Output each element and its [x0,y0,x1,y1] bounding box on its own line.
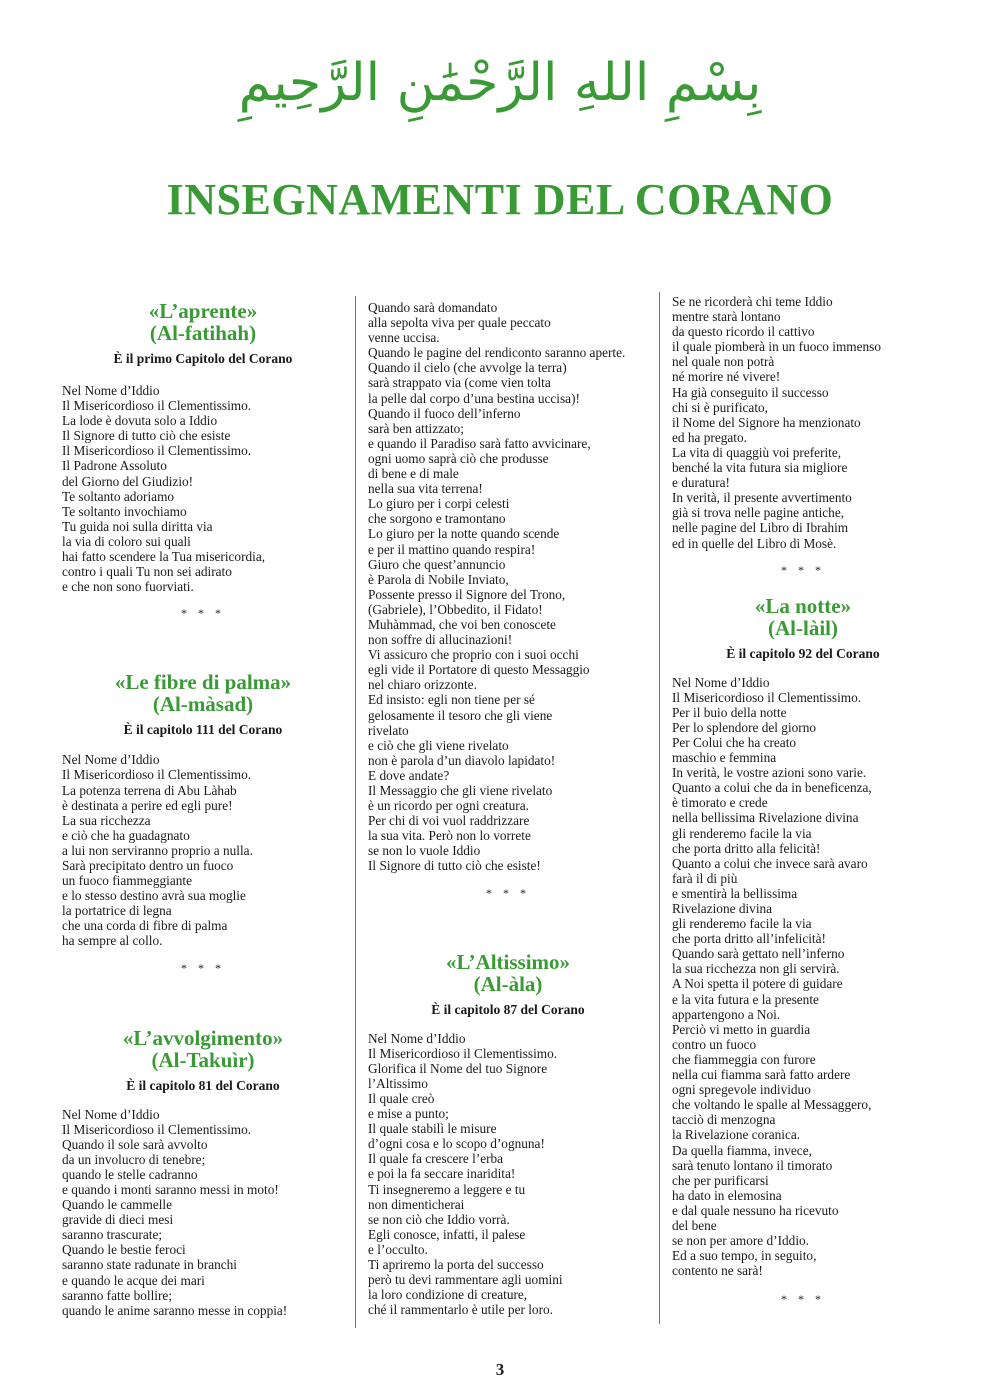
verse-line: Se ne ricorderà chi teme Iddio [672,294,833,309]
verse-line: Quando le pagine del rendiconto saranno aperte. [368,345,626,361]
verse-line: e smentirà la bellissima [672,885,798,901]
verse-line: Da quella fiamma, invece, [672,1142,812,1158]
verse-list-ala-continued [672,294,934,551]
verse-line: nella bellissima Rivelazione divina [672,810,859,826]
verse-line: egli vide il Portatore di questo Messaggio [368,662,590,678]
verse-line: un fuoco fiammeggiante [62,873,192,889]
verse-line: Quando le cammelle [62,1197,173,1213]
verse-line: Il Padrone Assoluto [62,458,167,474]
verse-line: nel chiaro orizzonte. [368,677,477,693]
verse-line: la pelle dal corpo d’una bestina uccisa)! [368,390,580,406]
verse-line: Egli conosce, infatti, il palese [368,1226,526,1242]
verse-line: Per lo splendore del giorno [672,719,817,735]
verse-line: già si trova nelle pagine antiche, [672,505,845,521]
verse-line: Tu guida noi sulla diritta via [62,518,213,534]
verse-line: Il quale fa crescere l’erba [368,1151,504,1167]
verse-list-takuir-continued [368,300,648,874]
verse-line: la Rivelazione coranica. [672,1127,801,1143]
verse-line: Nel Nome d’Iddio [62,752,160,768]
verse-line: Per il buio della notte [672,704,787,720]
verse-line: d’ogni cosa e lo scopo d’ognuna! [368,1136,545,1152]
verse-line: né morire né vivere! [672,369,781,385]
verse-line: appartengono a Noi. [672,1006,781,1022]
column-divider-right [659,292,660,1324]
verse-line: chi si è purificato, [672,399,768,415]
verse-line: A Noi spetta il potere di guidare [672,976,843,992]
verse-line: sarà strappato via (come vien tolta [368,375,551,391]
verse-line: saranno fatte bollire; [62,1287,173,1303]
verse-line: Ha già conseguito il successo [672,384,829,400]
verse-line: da questo ricordo il cattivo [672,324,815,340]
column-1 [62,300,344,1318]
verse-line: Te soltanto invochiamo [62,503,187,519]
verse-line: maschio e femmina [672,750,777,766]
verse-line: la via di coloro sui quali [62,533,191,549]
verse-line: Muhàmmad, che voi ben conoscete [368,616,556,632]
verse-line: E dove andate? [368,767,450,783]
verse-line: Per chi di voi vuol raddrizzare [368,813,530,829]
column-divider-left [355,296,356,1328]
section-takuir [62,1027,344,1318]
verse-line: la sua vita. Però non lo vorrete [368,828,531,844]
verse-line: Il Misericordioso il Clementissimo. [62,398,252,414]
verse-line: la sua ricchezza non gli servirà. [672,961,840,977]
verse-line: e poi la fa seccare inaridita! [368,1166,516,1182]
verse-line: Nel Nome d’Iddio [672,674,770,690]
chapter-note: È il capitolo 81 del Corano [126,1077,280,1093]
verse-line: nelle pagine del Libro di Ibrahim [672,520,849,536]
verse-line: hai fatto scendere la Tua misericordia, [62,549,266,565]
verse-line: se non per amore d’Iddio. [672,1233,809,1249]
verse-line: se non ciò che Iddio vorrà. [368,1211,510,1227]
section-separator: * * * [781,562,825,577]
verse-line: ed in quelle del Libro di Mosè. [672,535,837,551]
verse-line: Quando sarà domandato [368,300,498,315]
verse-list [62,752,344,948]
verse-line: Nel Nome d’Iddio [62,383,160,398]
verse-line: Perciò vi metto in guardia [672,1021,811,1037]
column-2 [368,300,648,1317]
verse-line: Il quale stabilì le misure [368,1121,497,1137]
verse-line: e mise a punto; [368,1106,449,1122]
verse-line: farà il di più [672,870,738,886]
verse-line: ogni uomo saprà ciò che produsse [368,450,549,466]
verse-line: Glorifica il Nome del tuo Signore [368,1060,548,1076]
verse-line: Rivelazione divina [672,901,773,916]
section-subtitle: (Al-àla) [473,971,543,996]
section-subtitle: (Al-làil) [768,615,838,640]
verse-line: e quando i monti saranno messi in moto! [62,1182,279,1197]
verse-line: e lo stesso destino avrà sua moglie [62,888,246,904]
verse-line: il Nome del Signore ha menzionato [672,414,861,430]
verse-line: del bene [672,1217,717,1233]
verse-line: venne uccisa. [368,330,440,346]
verse-line: e ciò che ha guadagnato [62,827,190,843]
verse-line: Il quale creò [368,1090,435,1106]
verse-line: saranno state radunate in branchi [62,1257,238,1273]
verse-line: contro i quali Tu non sei adirato [62,564,232,580]
verse-line: non è parola d’un diavolo lapidato! [368,752,556,768]
verse-line: quando le stelle cadranno [62,1166,198,1182]
section-title: «L’aprente» [148,299,258,323]
verse-line: e ciò che gli viene rivelato [368,737,509,753]
verse-line: contento ne sarà! [672,1263,763,1279]
chapter-note: È il capitolo 87 del Corano [431,1001,585,1017]
verse-line: saranno trascurate; [62,1227,163,1243]
verse-line: che fiammeggia con furore [672,1051,816,1067]
verse-line: Possente presso il Signore del Trono, [368,586,566,602]
verse-line: che porta dritto alla felicità! [672,840,821,856]
verse-line: e duratura! [672,475,730,491]
verse-line: Quando le bestie feroci [62,1242,186,1258]
verse-line: che per purificarsi [672,1172,769,1188]
verse-line: In verità, il presente avvertimento [672,490,852,506]
verse-line: e quando il Paradiso sarà fatto avvicinare, [368,435,591,451]
verse-line: Quando il sole sarà avvolto [62,1136,208,1152]
verse-line: Nel Nome d’Iddio [368,1030,466,1046]
verse-line: In verità, le vostre azioni sono varie. [672,765,867,781]
verse-line: alla sepolta viva per quale peccato [368,315,551,331]
verse-line: Il Misericordioso il Clementissimo. [368,1045,558,1061]
verse-line: Te soltanto adoriamo [62,488,175,504]
chapter-note: È il capitolo 111 del Corano [123,722,283,738]
verse-line: e la vita futura e la presente [672,991,819,1007]
verse-line: e dal quale nessuno ha ricevuto [672,1202,839,1218]
verse-line: del Giorno del Giudizio! [62,473,194,489]
section-subtitle: (Al-fatihah) [149,321,257,345]
section-masad [62,671,344,974]
verse-line: Il Misericordioso il Clementissimo. [672,689,862,705]
verse-line: Lo giuro per i corpi celesti [368,496,510,512]
page-number: 3 [495,1360,505,1379]
verse-line: a lui non serviranno proprio a nulla. [62,842,253,858]
verse-line: e quando le acque dei mari [62,1272,205,1288]
verse-line: Il Messaggio che gli viene rivelato [368,783,553,798]
verse-line: Sarà precipitato dentro un fuoco [62,857,234,873]
verse-line: Quando il fuoco dell’inferno [368,405,521,421]
verse-line: non soffre di allucinazioni! [368,632,513,648]
verse-line: Ed a suo tempo, in seguito, [672,1248,817,1264]
verse-line: però tu devi rammentare agli uomini [368,1272,563,1288]
section-subtitle: (Al-Takuìr) [151,1047,255,1072]
verse-list [368,1031,648,1318]
verse-line: ogni spregevole individuo [672,1082,811,1098]
verse-line: Il Signore di tutto ciò che esiste [62,428,231,444]
verse-line: sarà tenuto lontano il timorato [672,1157,833,1173]
verse-line: che porta dritto all’infelicità! [672,931,826,947]
verse-line: gelosamente il tesoro che gli viene [368,707,553,723]
verse-line: La vita di quaggiù voi preferite, [672,444,842,460]
verse-line: La potenza terrena di Abu Làhab [62,782,237,798]
chapter-note: È il capitolo 92 del Corano [726,645,880,661]
verse-list [62,1107,344,1318]
verse-line: è un ricordo per ogni creatura. [368,798,529,814]
verse-line: il quale piomberà in un fuoco immenso [672,339,882,355]
verse-line: Quando sarà gettato nell’inferno [672,946,845,962]
verse-line: e l’occulto. [368,1241,428,1257]
verse-line: Ti apriremo la porta del successo [368,1256,544,1272]
verse-line: rivelato [368,722,409,738]
section-ala [368,951,648,1318]
verse-line: quando le anime saranno messe in coppia! [62,1302,288,1318]
verse-line: la portatrice di legna [62,903,172,919]
verse-line: ché il rammentarlo è utile per loro. [368,1302,553,1318]
verse-line: Ed insisto: egli non tiene per sé [368,692,535,708]
verse-line: è destinata a perire ed egli pure! [62,797,233,813]
verse-line: benché la vita futura sia migliore [672,460,848,476]
verse-line: gli renderemo facile la via [672,916,812,932]
verse-line: Nel Nome d’Iddio [62,1106,160,1122]
verse-line: Ti insegneremo a leggere e tu [368,1181,526,1197]
verse-line: è Parola di Nobile Inviato, [368,571,509,587]
section-separator: * * * [181,606,225,621]
verse-line: nel quale non potrà [672,354,775,370]
verse-list [62,383,344,594]
basmala-calligraphy: بِسْمِ اللهِ الرَّحْمَٰنِ الرَّحِيمِ [238,53,762,113]
verse-line: sarà ben attizzato; [368,420,464,436]
verse-line: è timorato e crede [672,795,768,811]
chapter-note: È il primo Capitolo del Corano [113,351,293,366]
verse-line: Il Misericordioso il Clementissimo. [62,443,252,459]
section-separator: * * * [486,885,530,900]
section-title: «L’avvolgimento» [122,1025,284,1050]
verse-line: ha dato in elemosina [672,1187,782,1203]
verse-line: La lode è dovuta solo a Iddio [62,413,218,429]
verse-line: e per il mattino quando respira! [368,541,536,557]
verse-line: nella sua vita terrena! [368,481,483,497]
verse-line: ed ha pregato. [672,429,747,445]
verse-line: mentre starà lontano [672,309,781,325]
section-separator: * * * [781,1292,825,1307]
section-fatihah [62,300,344,620]
verse-line: La sua ricchezza [62,812,151,828]
verse-line: Quando il cielo (che avvolge la terra) [368,360,567,376]
page-title: INSEGNAMENTI DEL CORANO [166,175,834,224]
section-title: «L’Altissimo» [445,949,571,974]
verse-line: l’Altissimo [368,1075,428,1091]
verse-line: Lo giuro per la notte quando scende [368,526,560,542]
verse-line: la loro condizione di creature, [368,1287,528,1303]
verse-line: nella cui fiamma sarà fatto ardere [672,1067,851,1083]
section-lail [672,595,934,1307]
verse-line: Il Misericordioso il Clementissimo. [62,767,252,783]
verse-line: di bene e di male [368,466,459,482]
section-title: «La notte» [754,593,852,618]
verse-line: gravide di dieci mesi [62,1212,174,1228]
verse-line: e che non sono fuorviati. [62,579,194,595]
section-subtitle: (Al-màsad) [152,692,254,717]
verse-line: che sorgono e tramontano [368,511,506,527]
verse-line: tacciò di menzogna [672,1112,776,1128]
verse-line: Quanto a colui che da in beneficenza, [672,780,872,796]
section-separator: * * * [181,960,225,975]
section-title: «Le fibre di palma» [114,670,292,695]
verse-line: che voltando le spalle al Messaggero, [672,1097,872,1113]
verse-line: gli renderemo facile la via [672,825,812,841]
verse-line: Il Misericordioso il Clementissimo. [62,1121,252,1137]
verse-line: contro un fuoco [672,1036,757,1052]
verse-line: ha sempre al collo. [62,933,163,949]
verse-line: Giuro che quest’annuncio [368,556,506,572]
verse-line: (Gabriele), l’Obbedito, il Fidato! [368,601,543,617]
verse-line: che una corda di fibre di palma [62,918,228,934]
verse-line: da un involucro di tenebre; [62,1151,206,1167]
verse-list [672,675,934,1279]
verse-line: Il Signore di tutto ciò che esiste! [368,858,541,874]
verse-line: Per Colui che ha creato [672,734,797,750]
verse-line: Quanto a colui che invece sarà avaro [672,855,868,871]
column-3 [672,294,934,1306]
verse-line: non dimenticherai [368,1196,465,1212]
verse-line: se non lo vuole Iddio [368,843,481,859]
verse-line: Vi assicuro che proprio con i suoi occhi [368,647,579,663]
